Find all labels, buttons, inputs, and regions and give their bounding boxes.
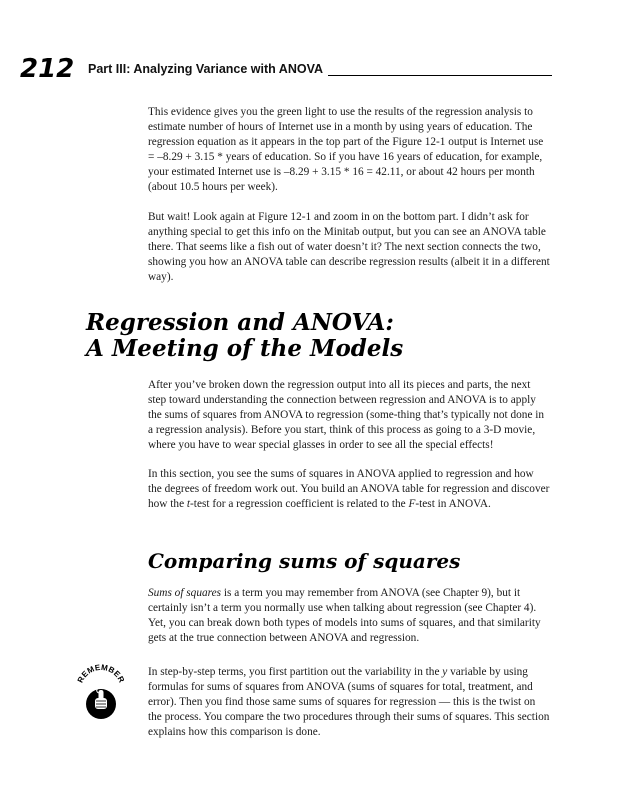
- remember-label: REMEMBER: [75, 662, 127, 685]
- section-heading-line-1: Regression and ANOVA:: [86, 309, 394, 336]
- section-heading: [86, 310, 556, 362]
- paragraph-section-overview: In this section, you see the sums of squares in ANOVA applied to regression and how the degrees of freedom work out. You build an ANOVA table for regression and discover how the t-test for a regression coefficient is related to the F-test in ANOVA.: [148, 468, 550, 511]
- paragraph-regression-equation: This evidence gives you the green light to use the results of the regression analysis to estimate number of hours of Internet use in a month by using years of education. The regression equation as it appears in the top part of the Figure 12-1 output is Internet use = –8.29 + 3.15 * years of education. So if you have 16 years of education, for example, your estimated Internet use is –8.29 + 3.15 * 16 = 42.11, or about 42 hours per month (about 10.5 hours per week).: [148, 106, 544, 194]
- running-header: [20, 54, 552, 84]
- svg-text:REMEMBER: [76, 663, 127, 684]
- paragraph-but-wait: But wait! Look again at Figure 12-1 and zoom in on the bottom part. I didn’t ask for anything special to get this info on the Minitab output, but you can see an ANOVA table there. That seems like a fish out of water doesn’t it? The next section connects the two, showing you how an ANOVA table can describe regression results (albeit it in a different way).: [148, 211, 550, 284]
- subsection-heading: Comparing sums of squares: [148, 549, 461, 573]
- paragraph-sums-of-squares: Sums of squares is a term you may remember from ANOVA (see Chapter 9), but it certainly isn’t a term you normally use when talking about regression (see Chapter 4). Yet, you can break down both types of models into sums of squares, and that similarity gets at the true connection between ANOVA and regression.: [148, 587, 541, 645]
- paragraph-step-by-step: In step-by-step terms, you first partition out the variability in the y variable by using formulas for sums of squares from ANOVA (sums of squares for total, treatment, and error). Then you find those same sums of squares for regression — this is the twist on the process. You compare the two procedures through their sums of squares. This section explains how this comparison is done.: [148, 666, 550, 739]
- page-number: 212: [20, 54, 75, 84]
- header-rule: [328, 75, 552, 76]
- remember-icon: [74, 660, 128, 724]
- section-heading-line-2: A Meeting of the Models: [86, 335, 404, 362]
- paragraph-section-intro: After you’ve broken down the regression output into all its pieces and parts, the next step toward understanding the connection between regression and ANOVA is to apply the sums of squares from ANOVA to regression (some-thing that’s typically not done in a regression analysis). Before you start, think of this process as going to a 3-D movie, where you have to wear special glasses in order to see all the special effects!: [148, 379, 545, 452]
- part-title: Part III: Analyzing Variance with ANOVA: [88, 62, 324, 76]
